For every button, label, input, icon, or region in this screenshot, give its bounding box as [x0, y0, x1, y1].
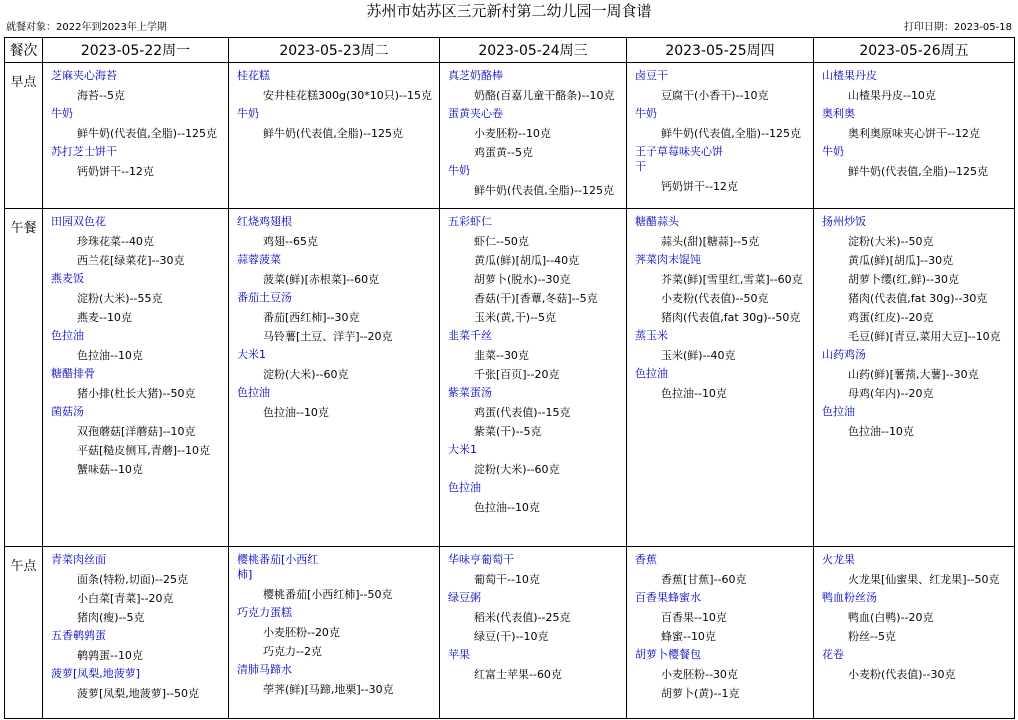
dish-name: 燕麦饭	[51, 272, 84, 285]
ingredient-item: 小麦胚粉--30克	[661, 668, 738, 681]
ingredient-item: 鸡蛋黄--5克	[474, 146, 533, 159]
ingredient-item: 猪肉(瘦)--5克	[77, 611, 145, 624]
dish-name: 紫菜蛋汤	[448, 386, 492, 399]
dish-name: 鸭血粉丝汤	[822, 591, 877, 604]
ingredient-item: 燕麦--10克	[77, 311, 132, 324]
ingredient-item: 小白菜[青菜]--20克	[77, 592, 174, 605]
dish-name: 荠菜肉末馄饨	[635, 253, 701, 266]
ingredient-item: 猪肉(代表值,fat 30g)--50克	[661, 311, 801, 324]
dish-name: 五香鹌鹑蛋	[51, 629, 106, 642]
ingredient-item: 色拉油--10克	[263, 406, 329, 419]
ingredient-item: 粉丝--5克	[848, 630, 896, 643]
target-label: 就餐对象：2022年到2023年上学期	[6, 22, 167, 33]
day-header: 2023-05-24周三	[440, 38, 627, 63]
ingredient-item: 海苔--5克	[77, 89, 125, 102]
ingredient-item: 胡萝卜缨(红,鲜)--30克	[848, 273, 960, 286]
menu-cell	[814, 547, 1015, 719]
meal-column-header: 餐次	[5, 38, 43, 63]
ingredient-item: 香蕉[甘蕉]--60克	[661, 573, 747, 586]
menu-body	[5, 63, 1015, 719]
meal-name: 午餐	[5, 209, 43, 547]
ingredient-item: 樱桃番茄[小西红柿]--50克	[263, 588, 393, 601]
dish-name: 真芝奶酪棒	[448, 69, 503, 82]
ingredient-item: 韭菜--30克	[474, 349, 529, 362]
ingredient-item: 鲜牛奶(代表值,全脂)--125克	[77, 127, 218, 140]
ingredient-item: 色拉油--10克	[77, 349, 143, 362]
ingredient-item: 鸡蛋(红皮)--20克	[848, 311, 934, 324]
ingredient-item: 淀粉(大米)--55克	[77, 292, 163, 305]
dish-name: 桂花糕	[237, 69, 270, 82]
ingredient-item: 稻米(代表值)--25克	[474, 611, 571, 624]
ingredient-item: 玉米(黄,干)--5克	[474, 311, 557, 324]
ingredient-item: 胡萝卜(脱水)--30克	[474, 273, 571, 286]
ingredient-item: 奥利奥原味夹心饼干--12克	[848, 127, 980, 140]
ingredient-item: 蟹味菇--10克	[77, 463, 143, 476]
dish-name: 百香果蜂蜜水	[635, 591, 701, 604]
ingredient-item: 火龙果[仙蜜果、红龙果]--50克	[848, 573, 1000, 586]
meal-row	[5, 547, 1015, 719]
dish-name: 菌菇汤	[51, 405, 84, 418]
dish-name: 色拉油	[822, 405, 855, 418]
ingredient-item: 鹌鹑蛋--10克	[77, 649, 143, 662]
ingredient-item: 面条(特粉,切面)--25克	[77, 573, 189, 586]
ingredient-item: 母鸡(年内)--20克	[848, 387, 934, 400]
ingredient-item: 小麦胚粉--20克	[263, 626, 340, 639]
menu-cell	[43, 63, 229, 209]
ingredient-item: 菠菜(鲜)[赤根菜]--60克	[263, 273, 380, 286]
ingredient-item: 紫菜(干)--5克	[474, 425, 542, 438]
dish-name: 火龙果	[822, 553, 855, 566]
menu-cell	[229, 63, 440, 209]
ingredient-item: 色拉油--10克	[474, 501, 540, 514]
dish-name: 牛奶	[822, 145, 844, 158]
ingredient-item: 珍珠花菜--40克	[77, 235, 154, 248]
ingredient-item: 小麦粉(代表值)--50克	[661, 292, 769, 305]
ingredient-item: 香菇(干)[香蕈,冬菇]--5克	[474, 292, 598, 305]
dish-name: 奥利奥	[822, 107, 855, 120]
ingredient-item: 淀粉(大米)--50克	[848, 235, 934, 248]
ingredient-item: 玉米(鲜)--40克	[661, 349, 736, 362]
meal-row	[5, 209, 1015, 547]
ingredient-item: 蜂蜜--10克	[661, 630, 716, 643]
ingredient-item: 奶酪(百嘉儿童干酪条)--10克	[474, 89, 615, 102]
dish-name: 蛋黄夹心卷	[448, 107, 503, 120]
ingredient-item: 虾仁--50克	[474, 235, 529, 248]
meal-name: 午点	[5, 547, 43, 719]
ingredient-item: 菠萝[凤梨,地菠萝]--50克	[77, 687, 200, 700]
dish-name: 大米1	[237, 348, 266, 361]
dish-name: 色拉油	[448, 481, 481, 494]
ingredient-item: 鲜牛奶(代表值,全脂)--125克	[474, 184, 615, 197]
ingredient-item: 鲜牛奶(代表值,全脂)--125克	[848, 165, 989, 178]
ingredient-item: 猪肉(代表值,fat 30g)--30克	[848, 292, 988, 305]
dish-name: 色拉油	[51, 329, 84, 342]
dish-name: 田园双色花	[51, 215, 106, 228]
dish-name: 樱桃番茄[小西红 柿]	[237, 553, 319, 581]
dish-name: 绿豆粥	[448, 591, 481, 604]
ingredient-item: 猪小排(杜长大猪)--50克	[77, 387, 196, 400]
ingredient-item: 鲜牛奶(代表值,全脂)--125克	[661, 127, 802, 140]
dish-name: 红烧鸡翅根	[237, 215, 292, 228]
dish-name: 苹果	[448, 648, 470, 661]
ingredient-item: 马铃薯[土豆、洋芋]--20克	[263, 330, 393, 343]
weekly-menu-table	[4, 37, 1015, 719]
dish-name: 糖醋排骨	[51, 367, 95, 380]
dish-name: 华味亨葡萄干	[448, 553, 514, 566]
ingredient-item: 西兰花[绿菜花]--30克	[77, 254, 185, 267]
ingredient-item: 黄瓜(鲜)[胡瓜]--40克	[474, 254, 580, 267]
dish-name: 王子草莓味夹心饼 干	[635, 145, 723, 173]
ingredient-item: 色拉油--10克	[848, 425, 914, 438]
menu-cell	[627, 63, 814, 209]
ingredient-item: 葡萄干--10克	[474, 573, 540, 586]
dish-name: 山楂果丹皮	[822, 69, 877, 82]
ingredient-item: 荸荠(鲜)[马蹄,地栗]--30克	[263, 683, 394, 696]
menu-cell	[440, 547, 627, 719]
dish-name: 花卷	[822, 648, 844, 661]
ingredient-item: 毛豆(鲜)[青豆,菜用大豆]--10克	[848, 330, 1001, 343]
dish-name: 蒜蓉菠菜	[237, 253, 281, 266]
ingredient-item: 绿豆(干)--10克	[474, 630, 549, 643]
ingredient-item: 番茄[西红柿]--30克	[263, 311, 360, 324]
dish-name: 山药鸡汤	[822, 348, 866, 361]
dish-name: 牛奶	[51, 107, 73, 120]
menu-cell	[627, 209, 814, 547]
dish-name: 芝麻夹心海苔	[51, 69, 117, 82]
ingredient-item: 钙奶饼干--12克	[77, 165, 154, 178]
ingredient-item: 巧克力--2克	[263, 645, 322, 658]
dish-name: 巧克力蛋糕	[237, 606, 292, 619]
dish-name: 牛奶	[635, 107, 657, 120]
ingredient-item: 钙奶饼干--12克	[661, 180, 738, 193]
ingredient-item: 蒜头(甜)[糖蒜]--5克	[661, 235, 760, 248]
dish-name: 牛奶	[448, 164, 470, 177]
dish-name: 牛奶	[237, 107, 259, 120]
ingredient-item: 山楂果丹皮--10克	[848, 89, 936, 102]
menu-cell	[440, 209, 627, 547]
header-row	[5, 38, 1015, 63]
day-header: 2023-05-22周一	[43, 38, 229, 63]
page-title: 苏州市姑苏区三元新村第二幼儿园一周食谱	[366, 2, 652, 20]
menu-cell	[229, 209, 440, 547]
dish-name: 青菜肉丝面	[51, 553, 106, 566]
meal-row	[5, 63, 1015, 209]
dish-name: 色拉油	[237, 386, 270, 399]
ingredient-item: 淀粉(大米)--60克	[474, 463, 560, 476]
menu-cell	[440, 63, 627, 209]
ingredient-item: 鸡蛋(代表值)--15克	[474, 406, 571, 419]
day-header: 2023-05-25周四	[627, 38, 814, 63]
dish-name: 卤豆干	[635, 69, 668, 82]
dish-name: 香蕉	[635, 553, 657, 566]
menu-cell	[814, 209, 1015, 547]
ingredient-item: 淀粉(大米)--60克	[263, 368, 349, 381]
day-header: 2023-05-26周五	[814, 38, 1015, 63]
ingredient-item: 豆腐干(小香干)--10克	[661, 89, 769, 102]
ingredient-item: 山药(鲜)[薯蓣,大薯]--30克	[848, 368, 979, 381]
meal-name: 早点	[5, 63, 43, 209]
menu-cell	[43, 209, 229, 547]
ingredient-item: 黄瓜(鲜)[胡瓜]--30克	[848, 254, 954, 267]
day-header: 2023-05-23周二	[229, 38, 440, 63]
menu-cell	[814, 63, 1015, 209]
ingredient-item: 鲜牛奶(代表值,全脂)--125克	[263, 127, 404, 140]
ingredient-item: 红富士苹果--60克	[474, 668, 562, 681]
ingredient-item: 平菇[糙皮侧耳,青蘑]--10克	[77, 444, 211, 457]
menu-cell	[627, 547, 814, 719]
dish-name: 清肺马蹄水	[237, 663, 292, 676]
ingredient-item: 胡萝卜(黄)--1克	[661, 687, 740, 700]
dish-name: 胡萝卜樱餐包	[635, 648, 701, 661]
ingredient-item: 百香果--10克	[661, 611, 727, 624]
dish-name: 扬州炒饭	[822, 215, 866, 228]
ingredient-item: 小麦粉(代表值)--30克	[848, 668, 956, 681]
dish-name: 大米1	[448, 443, 477, 456]
dish-name: 色拉油	[635, 367, 668, 380]
dish-name: 糖醋蒜头	[635, 215, 679, 228]
ingredient-item: 千张[百页]--20克	[474, 368, 560, 381]
dish-name: 菠萝[凤梨,地菠萝]	[51, 667, 141, 680]
ingredient-item: 小麦胚粉--10克	[474, 127, 551, 140]
ingredient-item: 鸡翅--65克	[263, 235, 318, 248]
ingredient-item: 鸭血(白鸭)--20克	[848, 611, 934, 624]
print-date: 打印日期：2023-05-18	[903, 22, 1012, 33]
dish-name: 五彩虾仁	[448, 215, 492, 228]
ingredient-item: 双孢蘑菇[洋蘑菇]--10克	[77, 425, 196, 438]
menu-cell	[229, 547, 440, 719]
dish-name: 韭菜千丝	[448, 329, 492, 342]
dish-name: 苏打芝士饼干	[51, 145, 117, 158]
ingredient-item: 安井桂花糕300g(30*10只)--15克	[263, 89, 432, 102]
ingredient-item: 芥菜(鲜)[雪里红,雪菜]--60克	[661, 273, 803, 286]
dish-name: 蒸玉米	[635, 329, 668, 342]
ingredient-item: 色拉油--10克	[661, 387, 727, 400]
dish-name: 番茄土豆汤	[237, 291, 292, 304]
menu-cell	[43, 547, 229, 719]
